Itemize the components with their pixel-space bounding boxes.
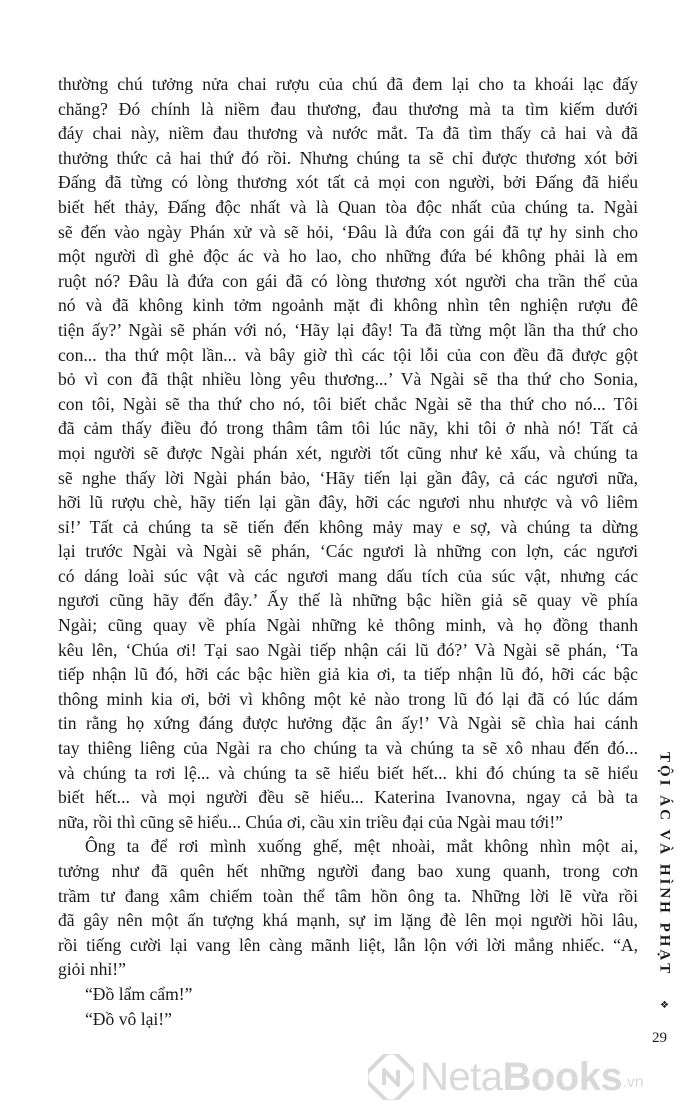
dialog-line: “Đồ vô lại!” xyxy=(85,1008,172,1029)
ornament-icon: ❖ xyxy=(660,1000,669,1011)
text-line: và chúng ta rơi lệ... và chúng ta sẽ hiểu biết hết... khi đó chúng ta sẽ hiểu xyxy=(58,762,638,783)
body-text xyxy=(58,72,638,1031)
text-line: tiếp nhận lũ đó, hỡi các bậc hiền giả kia ơi, ta tiếp nhận lũ đó, hỡi các bậc xyxy=(58,664,638,685)
book-title-vertical: TỘI ÁC VÀ HÌNH PHẠT xyxy=(656,752,673,977)
text-line: rồi tiếng cười lại vang lên càng mãnh liệt, lẫn lộn với lời mắng nhiếc. “A, xyxy=(58,934,638,955)
text-line: thưởng thức cả hai thứ đó rồi. Nhưng chúng ta sẽ chỉ được thương xót bởi xyxy=(58,147,638,168)
text-line: bỏ vì con đã thật nhiều lòng yêu thương...’ Và Ngài sẽ tha thứ cho Sonia, xyxy=(58,369,638,390)
text-line: sẽ đến vào ngày Phán xử và sẽ hỏi, ‘Đâu là đứa con gái đã tự hy sinh cho xyxy=(58,221,638,242)
text-line: đáy chai này, niềm đau thương và nước mắt. Ta đã tìm thấy cả hai và đã xyxy=(58,123,638,144)
watermark xyxy=(368,1052,698,1102)
text-line: hỡi lũ rượu chè, hãy tiến lại gần đây, hỡi các ngươi nhu nhược và vô liêm xyxy=(58,492,638,513)
text-line: mọi người sẽ được Ngài phán xét, người tốt cũng như kẻ xấu, và chúng ta xyxy=(58,442,638,463)
text-line: tay thiêng liêng của Ngài ra cho chúng ta và chúng ta sẽ xô nhau đến đó... xyxy=(58,738,638,759)
text-line: chăng? Đó chính là niềm đau thương, đau thương mà ta tìm kiếm dưới xyxy=(58,98,638,119)
text-line: Đấng đã từng có lòng thương xót tất cả mọi con người, bởi Đấng đã hiểu xyxy=(58,172,638,193)
text-line: ngươi cũng hãy đến đây.’ Ấy thế là những bậc hiền giả sẽ quay về phía xyxy=(58,590,638,611)
text-line: tiện ấy?’ Ngài sẽ phán với nó, ‘Hãy lại đây! Ta đã từng một lần tha thứ cho xyxy=(58,319,638,340)
text-line: trầm tư đang xâm chiếm toàn thể tâm hồn ông ta. Những lời lẽ vừa rồi xyxy=(58,885,638,906)
text-line: tưởng như đã quên hết những người đang bao xung quanh, trong cơn xyxy=(58,861,638,881)
netabooks-logo-icon xyxy=(368,1054,414,1100)
text-line: nó và đã không kinh tởm ngoảnh mặt đi không nhìn tên nghiện rượu đê xyxy=(58,295,638,316)
text-line: biết hết thảy, Đấng độc nhất và là Quan tòa độc nhất của chúng ta. Ngài xyxy=(58,196,638,217)
text-line: Ngài; cũng quay về phía Ngài những kẻ thông minh, và họ đồng thanh xyxy=(58,615,638,636)
text-line: ruột nó? Đâu là đứa con gái đã có lòng thương xót người cha trần thế của xyxy=(58,270,638,291)
text-line: Ông ta để rơi mình xuống ghế, mệt nhoài, mắt không nhìn một ai, xyxy=(85,836,638,857)
text-line: sẽ nghe thấy lời Ngài phán bảo, ‘Hãy tiến lại gần đây, cả các ngươi nữa, xyxy=(58,467,638,488)
text-line: đã gây nên một ấn tượng khá mạnh, sự im lặng đè lên mọi người hồi lâu, xyxy=(58,910,638,931)
watermark-suffix: .vn xyxy=(622,1074,644,1091)
text-line: một người dì ghẻ độc ác và ho lao, cho những đứa bé không phải là em xyxy=(58,246,638,267)
text-line: kêu lên, ‘Chúa ơi! Tại sao Ngài tiếp nhận cái lũ đó?’ Và Ngài sẽ phán, ‘Ta xyxy=(58,639,638,660)
text-line: có dáng loài súc vật và các ngươi mang dấu tích của súc vật, nhưng các xyxy=(58,565,638,586)
page-number: 29 xyxy=(652,1030,667,1046)
text-line: con... tha thứ một lần... và bây giờ thì các tội lỗi của con đều đã được gột xyxy=(58,344,638,365)
text-line: giỏi nhỉ!” xyxy=(58,959,126,980)
text-line: thông minh kia ơi, bởi vì không một kẻ nào trong lũ đó lại đã có lúc dám xyxy=(58,688,638,709)
dialog-line: “Đồ lẩm cẩm!” xyxy=(85,983,193,1004)
watermark-brand: NetaBooks xyxy=(420,1054,623,1099)
text-line: biết hết... và mọi người đều sẽ hiểu... Katerina Ivanovna, ngay cả bà ta xyxy=(58,787,638,808)
text-line: tin rằng họ xứng đáng được hưởng đặc ân ấy!’ Và Ngài sẽ chìa hai cánh xyxy=(58,713,638,734)
text-line: con tôi, Ngài sẽ tha thứ cho nó, tôi biết chắc Ngài sẽ tha thứ cho nó... Tôi xyxy=(58,393,638,414)
text-line: đã cảm thấy điều đó trong thâm tâm tôi lúc nãy, khi tôi ở nhà nó! Tất cả xyxy=(58,418,638,439)
text-line: sỉ!’ Tất cả chúng ta sẽ tiến đến không mảy may e sợ, và chúng ta dừng xyxy=(58,516,638,537)
text-line: thường chú tưởng nửa chai rượu của chú đã đem lại cho ta khoái lạc đấy xyxy=(58,74,638,94)
text-line: lại trước Ngài và Ngài sẽ phán, ‘Các ngươi là những con lợn, các ngươi xyxy=(58,541,638,562)
text-line: nữa, rồi thì cũng sẽ hiểu... Chúa ơi, cầu xin triều đại của Ngài mau tới!” xyxy=(58,811,563,832)
